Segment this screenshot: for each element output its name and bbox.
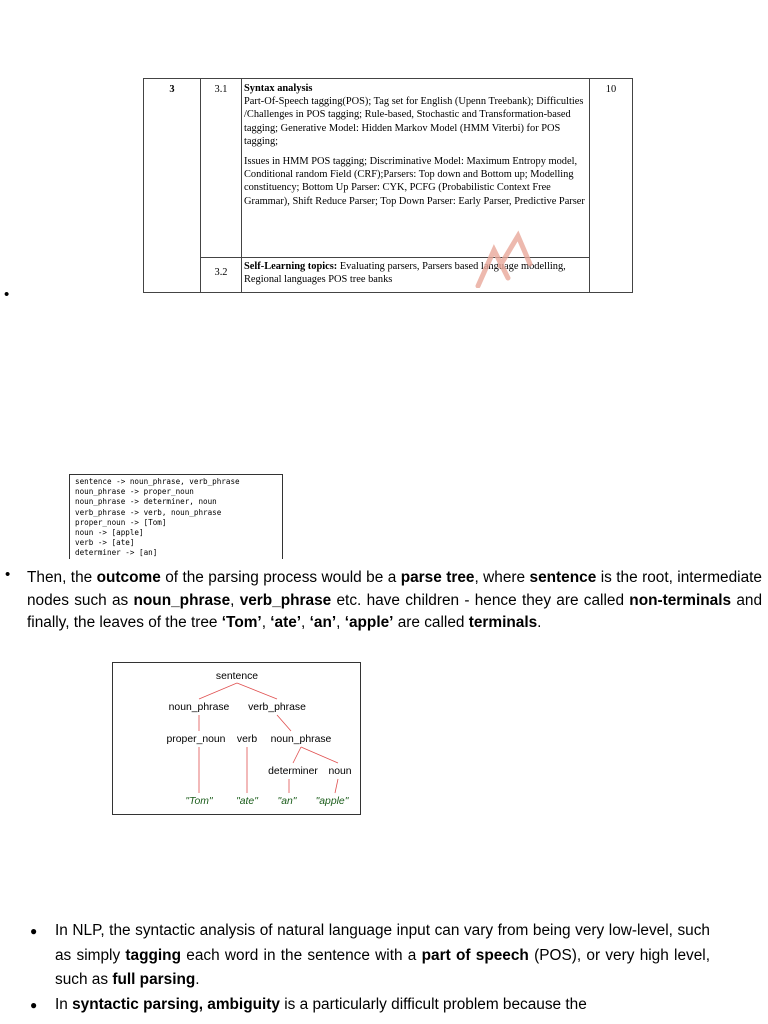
self-learning-cell (242, 258, 590, 293)
text: and finally, the leaves of the tree (27, 591, 763, 632)
tree-node-noun-phrase-2: noun_phrase (270, 734, 332, 745)
text: each word in the sentence with a (180, 946, 422, 964)
text: , (230, 591, 240, 609)
text: of the parsing process would be a (160, 569, 401, 586)
bold-text: ‘apple’ (344, 614, 394, 632)
text: In NLP, the syntactic analysis of natural language input can vary from being very low-level, such as simply (55, 922, 710, 964)
parse-tree-diagram (113, 663, 362, 816)
tree-node-root: sentence (215, 671, 259, 682)
tree-node-verb: verb (236, 734, 258, 745)
text: . (195, 971, 200, 989)
parse-tree-paragraph (27, 567, 762, 635)
tree-leaf-ate: "ate" (236, 796, 258, 807)
grammar-rules-box (69, 474, 283, 559)
tree-edge (293, 747, 301, 763)
parse-tree-figure (112, 662, 361, 815)
tree-edge (335, 779, 338, 793)
bold-text: sentence (529, 569, 597, 586)
bullet-icon: • (4, 286, 10, 303)
tree-leaf-tom: "Tom" (185, 796, 213, 807)
text: , (261, 614, 271, 632)
text: , (336, 614, 345, 632)
topic-paragraph: Part-Of-Speech tagging(POS); Tag set for English (Upenn Treebank); Difficulties /Challenges in POS tagging; Rule-based, Stochastic and Transformation-based tagging; Generative Model: Hidden Markov Model (HMM Viterbi) for POS tagging; (244, 96, 584, 147)
self-learning-title: Self-Learning topics: (244, 261, 338, 272)
text: , (301, 614, 310, 632)
bold-text: ‘ate’ (270, 614, 302, 632)
bold-text: non-terminals (629, 591, 732, 609)
bold-text: tagging (125, 946, 181, 964)
self-learning-text: Evaluating parsers, Parsers based language modelling, Regional languages POS tree banks (244, 261, 566, 286)
table-row (144, 79, 633, 258)
tree-edge (199, 683, 237, 699)
tree-leaf-an: "an" (277, 796, 297, 807)
text: In (55, 995, 73, 1013)
sub-number: 3.1 (201, 79, 242, 258)
text: is a particularly difficult problem because the (279, 995, 587, 1013)
text: . (537, 614, 542, 632)
text: Then, the (27, 569, 97, 586)
text: , where (474, 569, 530, 586)
bold-text: syntactic parsing, ambiguity (72, 995, 280, 1013)
bold-text: noun_phrase (133, 591, 231, 609)
bold-text: parse tree (400, 569, 475, 586)
grammar-rule: noun_phrase -> determiner, noun (75, 497, 217, 507)
grammar-rule: determiner -> [an] (75, 548, 158, 558)
topic-title: Syntax analysis (244, 83, 313, 94)
list-item (30, 919, 710, 993)
bullet-list (30, 919, 710, 1017)
bullet-icon: • (5, 566, 11, 583)
bold-text: full parsing (112, 971, 196, 989)
bold-text: verb_phrase (239, 591, 332, 609)
text: is the root, intermediate nodes such as (27, 569, 762, 609)
tree-node-determiner: determiner (268, 766, 318, 777)
grammar-rule: sentence -> noun_phrase, verb_phrase (75, 477, 240, 486)
text: (POS), or very high level, such as (55, 946, 710, 989)
grammar-rule: noun -> [apple] (75, 528, 144, 538)
bold-text: ‘Tom’ (221, 614, 262, 632)
tree-leaf-apple: "apple" (315, 796, 349, 807)
syllabus-table (143, 78, 633, 293)
topic-paragraph: Issues in HMM POS tagging; Discriminative Model: Maximum Entropy model, Conditional random Field (CRF);Parsers: Top down and Bottom up; Modelling constituency; Bottom Up Parser: CYK, PCFG (Probabilistic Context Free Grammar), Shift Reduce Parser; Top Down Parser: Early Parser, Predictive Parser (244, 156, 585, 207)
bold-text: part of speech (421, 946, 529, 964)
text: are called (393, 614, 469, 632)
tree-edge (301, 747, 338, 763)
table-row (144, 258, 633, 293)
tree-edge (277, 715, 291, 731)
tree-node-noun: noun (328, 766, 352, 777)
tree-node-noun-phrase: noun_phrase (168, 702, 230, 713)
grammar-rule: verb -> [ate] (75, 538, 135, 548)
grammar-rule: noun_phrase -> proper_noun (75, 487, 194, 497)
grammar-rule: proper_noun -> [Tom] (75, 517, 167, 527)
hours-cell: 10 (590, 79, 633, 293)
text: etc. have children - hence they are called (331, 591, 630, 609)
module-number: 3 (144, 79, 201, 293)
list-item (30, 993, 710, 1018)
bold-text: outcome (96, 569, 161, 586)
bold-text: terminals (468, 614, 538, 632)
tree-node-verb-phrase: verb_phrase (248, 702, 306, 713)
sub-number: 3.2 (201, 258, 242, 293)
topic-cell (242, 79, 590, 258)
tree-edge (237, 683, 277, 699)
bold-text: ‘an’ (309, 614, 337, 632)
tree-node-proper-noun: proper_noun (166, 734, 226, 745)
grammar-rule: verb_phrase -> verb, noun_phrase (75, 507, 222, 517)
